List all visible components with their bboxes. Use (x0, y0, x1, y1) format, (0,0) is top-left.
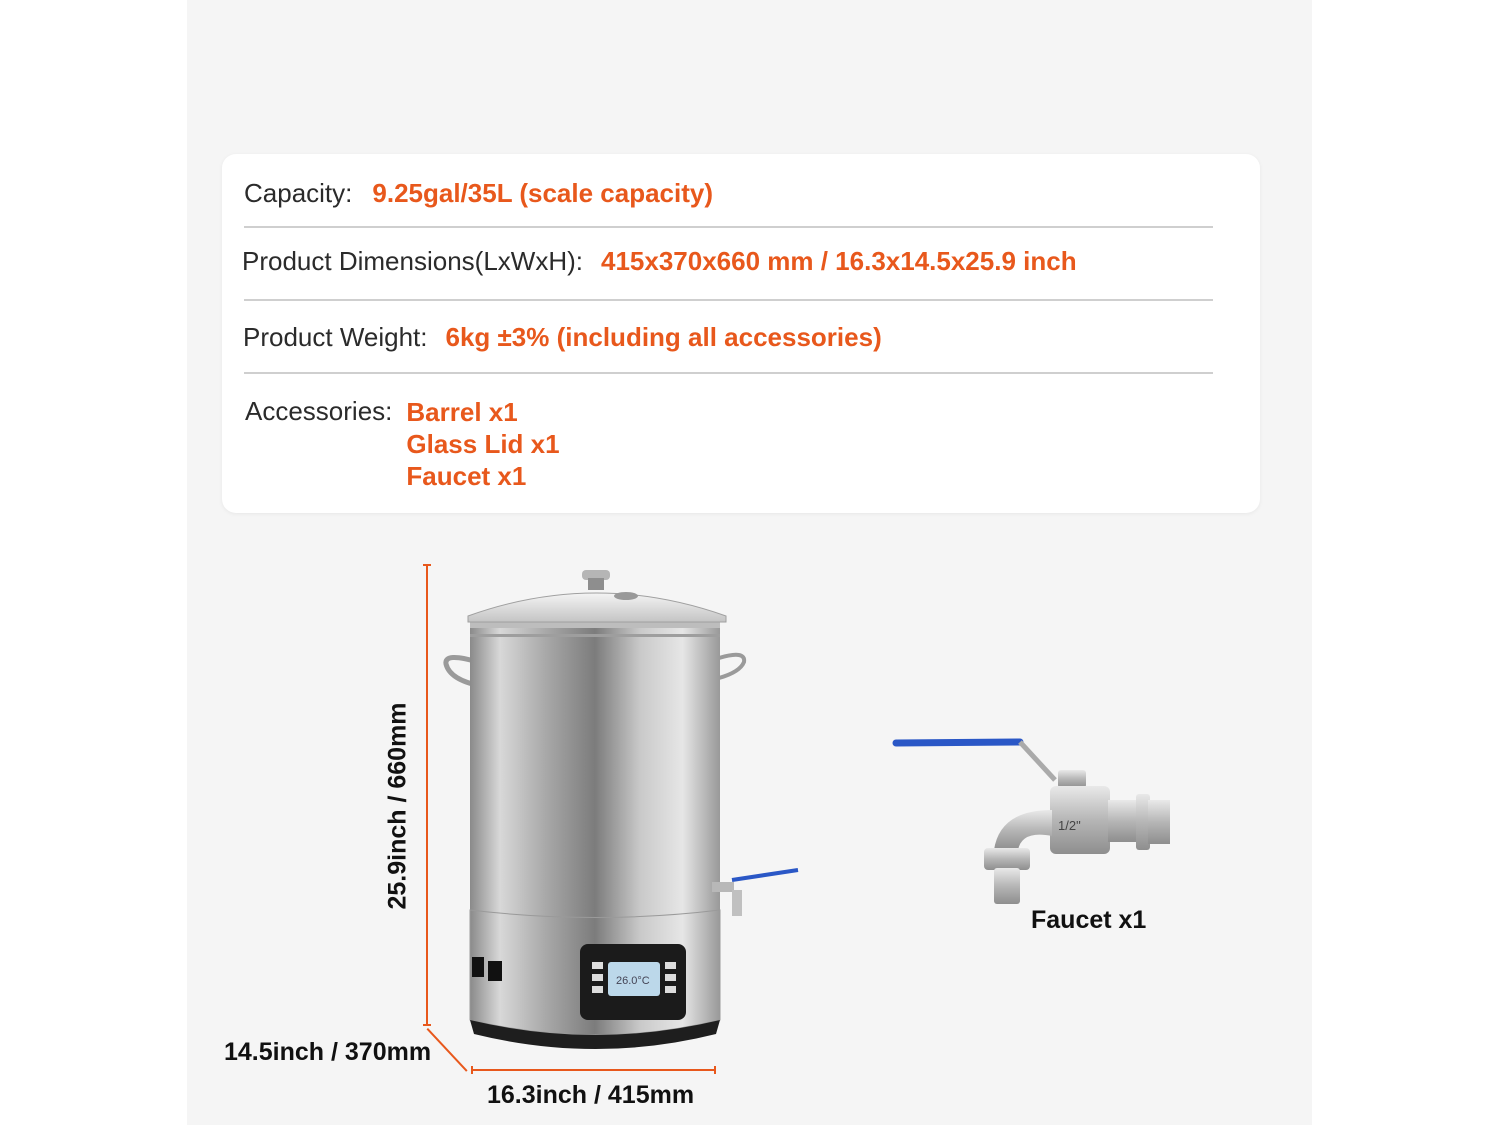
spec-dimensions-value: 415x370x660 mm / 16.3x14.5x25.9 inch (600, 246, 1077, 276)
divider (244, 372, 1213, 374)
spec-capacity-label: Capacity: (244, 178, 353, 208)
spec-dimensions (242, 246, 1077, 277)
width-dimension-label: 16.3inch / 415mm (487, 1081, 695, 1109)
spec-capacity (244, 178, 713, 209)
spec-weight-value: 6kg ±3% (including all accessories) (445, 322, 882, 352)
spec-dimensions-label: Product Dimensions(LxWxH): (242, 246, 583, 276)
display-temperature: 26.0°C (616, 975, 650, 987)
barrel-image (436, 560, 806, 1060)
height-dimension-line (426, 564, 428, 1026)
divider (244, 299, 1213, 301)
spec-capacity-value: 9.25gal/35L (scale capacity) (372, 178, 714, 208)
spec-weight (243, 322, 882, 353)
accessory-item: Glass Lid x1 (406, 429, 560, 459)
spec-card (222, 154, 1260, 513)
faucet-caption: Faucet x1 (1031, 906, 1147, 934)
depth-dimension-label: 14.5inch / 370mm (224, 1038, 432, 1066)
spec-weight-label: Product Weight: (243, 322, 428, 352)
divider (244, 226, 1213, 228)
spec-accessories (245, 396, 560, 492)
faucet-size-marking: 1/2" (1058, 818, 1081, 833)
width-dimension-line (471, 1069, 716, 1071)
accessory-item: Barrel x1 (406, 397, 518, 427)
accessory-item: Faucet x1 (406, 461, 527, 491)
spec-accessories-label: Accessories: (245, 396, 393, 426)
faucet-image (890, 730, 1180, 910)
height-dimension-label: 25.9inch / 660mm (383, 702, 412, 910)
accessories-list (406, 396, 559, 492)
